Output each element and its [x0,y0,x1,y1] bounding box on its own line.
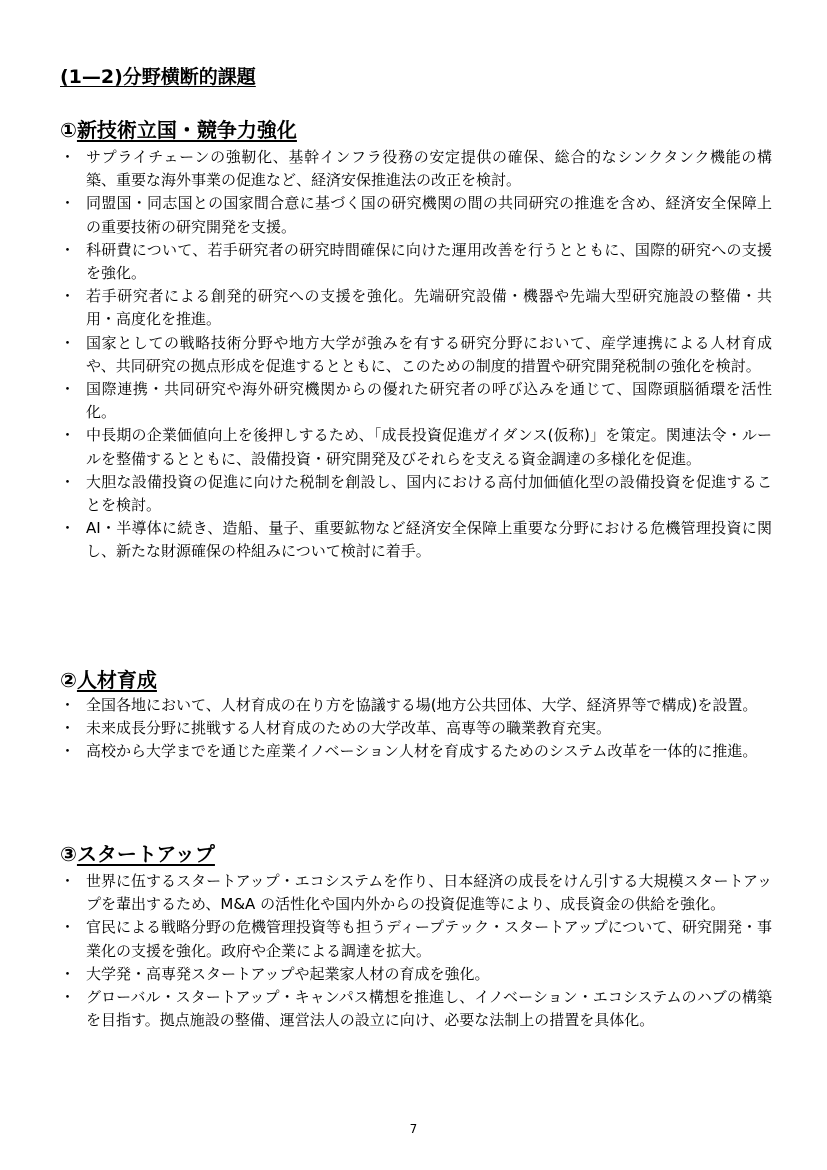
subsection-title: 新技術立国・競争力強化 [76,118,297,142]
subsection-heading [60,842,215,866]
bullet-mark: ・ [60,287,76,306]
list-item-text: 未来成長分野に挑戦する人材育成のための大学改革、高専等の職業教育充実。 [86,719,612,738]
list-item-text: 若手研究者による創発的研究への支援を強化。先端研究設備・機器や先端大型研究施設の整備・共用・高度化を推進。 [86,287,772,329]
list-item-text: 全国各地において、人材育成の在り方を協議する場(地方公共団体、大学、経済界等で構成)を設置。 [86,696,758,714]
list-item [60,285,772,331]
bullet-mark: ・ [60,964,76,983]
list-item-text: 官民による戦略分野の危機管理投資等も担うディープテック・スタートアップについて、研究開発・事業化の支援を強化。政府や企業による調達を拡大。 [86,918,772,960]
subsection-heading [60,118,297,142]
subsection-number: ② [60,668,77,692]
subsection-number: ① [60,118,77,142]
section-title-text: (1—2)分野横断的課題 [60,66,256,88]
bullet-mark: ・ [60,333,76,352]
list-item [60,378,772,424]
bullet-mark: ・ [60,696,76,714]
section-title [60,65,256,89]
subsection-number: ③ [60,842,77,866]
list-item-text: 科研費について、若手研究者の研究時間確保に向けた運用改善を行うとともに、国際的研究への支援を強化。 [86,240,772,283]
list-item [60,471,772,517]
bullet-mark: ・ [60,380,76,399]
bullet-mark: ・ [60,872,76,890]
list-item [60,192,772,238]
page-number: 7 [409,1122,418,1136]
list-item-text: サプライチェーンの強靭化、基幹インフラ役務の安定提供の確保、総合的なシンクタンク機能の構築、重要な海外事業の促進など、経済安保推進法の改正を検討。 [86,148,772,190]
subsection-title: スタートアップ [76,842,215,866]
list-item-text: グローバル・スタートアップ・キャンパス構想を推進し、イノベーション・エコシステムのハブの構築を目指す。拠点施設の整備、運営法人の設立に向け、必要な法制上の措置を具体化。 [86,988,772,1030]
bullet-mark: ・ [60,719,76,738]
list-item-text: 同盟国・同志国との国家間合意に基づく国の研究機関の間の共同研究の推進を含め、経済安全保障上の重要技術の研究開発を支援。 [86,194,772,236]
list-item [60,239,772,285]
list-item-text: 中長期の企業価値向上を後押しするため、「成長投資促進ガイダンス(仮称)」を策定。関連法令・ルールを整備するとともに、設備投資・研究開発及びそれらを支える資金調達の多様化を促進。 [86,426,772,468]
bullet-list [60,146,772,564]
list-item [60,916,772,962]
list-item-text: 大学発・高専発スタートアップや起業家人材の育成を強化。 [86,964,490,983]
list-item-text: 国家としての戦略技術分野や地方大学が強みを有する研究分野において、産学連携による人材育成や、共同研究の拠点形成を促進するとともに、このための制度的措置や研究開発税制の強化を検討。 [86,333,772,375]
list-item [60,517,772,563]
list-item [60,717,772,740]
subsection-title: 人材育成 [76,668,157,692]
list-item [60,424,772,470]
list-item [60,332,772,378]
bullet-mark: ・ [60,472,76,491]
list-item-text: 大胆な設備投資の促進に向けた税制を創設し、国内における高付加価値化型の設備投資を促進することを検討。 [86,472,772,515]
bullet-mark: ・ [60,988,76,1007]
bullet-mark: ・ [60,742,76,761]
bullet-mark: ・ [60,148,76,166]
list-item [60,740,772,763]
bullet-mark: ・ [60,240,76,259]
list-item-text: 世界に伍するスタートアップ・エコシステムを作り、日本経済の成長をけん引する大規模スタートアップを輩出するため、M&A の活性化や国内外からの投資促進等により、成長資金の供給を強化。 [86,872,772,914]
list-item-text: 国際連携・共同研究や海外研究機関からの優れた研究者の呼び込みを通じて、国際頭脳循環を活性化。 [86,380,772,422]
subsection-heading [60,668,157,692]
list-item-text: AI・半導体に続き、造船、量子、重要鉱物など経済安全保障上重要な分野における危機管理投資に関し、新たな財源確保の枠組みについて検討に着手。 [86,519,772,561]
bullet-list [60,870,772,1032]
bullet-mark: ・ [60,426,76,445]
list-item [60,963,772,986]
list-item-text: 高校から大学までを通じた産業イノベーション人材を育成するためのシステム改革を一体的に推進。 [86,742,758,761]
bullet-list [60,694,772,764]
list-item [60,694,772,717]
list-item [60,870,772,916]
list-item [60,986,772,1032]
bullet-mark: ・ [60,918,76,937]
bullet-mark: ・ [60,519,76,538]
bullet-mark: ・ [60,194,76,213]
list-item [60,146,772,192]
